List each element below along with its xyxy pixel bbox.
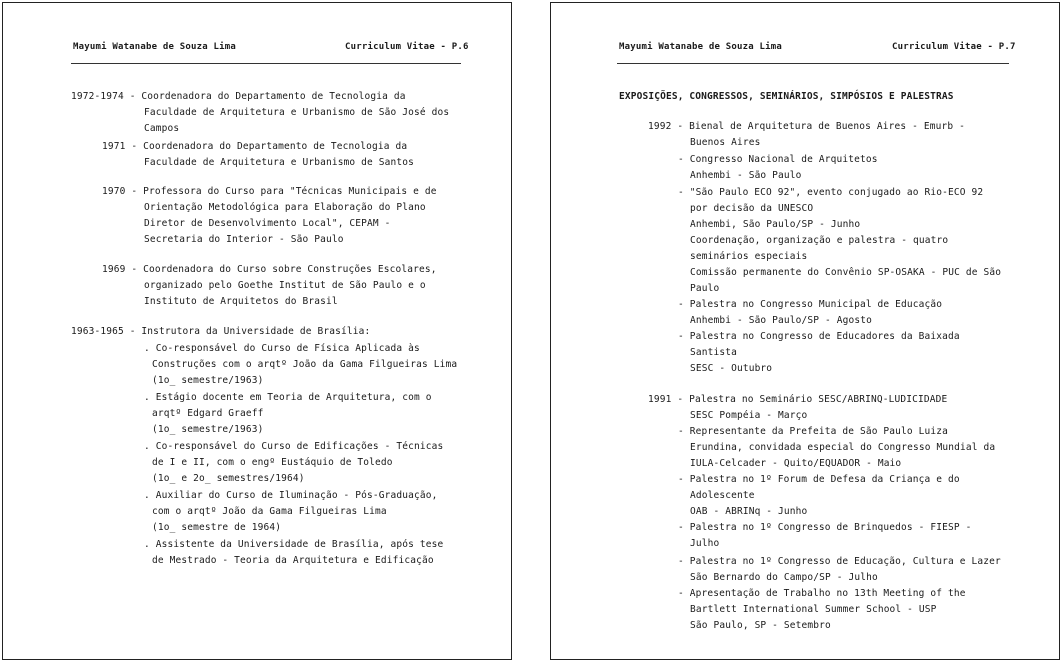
cv-line: Coordenação, organização e palestra - quatro	[690, 235, 949, 246]
cv-line: Erundina, convidada especial do Congresso Mundial da	[690, 442, 996, 453]
section-heading: EXPOSIÇÕES, CONGRESSOS, SEMINÁRIOS, SIMPÓSIOS E PALESTRAS	[619, 91, 954, 102]
cv-line: Adolescente	[690, 490, 755, 501]
cv-line: com o arqtº João da Gama Filgueiras Lima	[152, 506, 387, 517]
cv-line: (1o_ semestre/1963)	[152, 424, 264, 435]
cv-line: seminários especiais	[690, 251, 808, 262]
author-name: Mayumi Watanabe de Souza Lima	[73, 42, 236, 52]
cv-line: . Assistente da Universidade de Brasília, após tese	[144, 539, 444, 550]
cv-line: Construções com o arqtº João da Gama Filgueiras Lima	[152, 359, 458, 370]
cv-line: São Bernardo do Campo/SP - Julho	[690, 572, 878, 583]
cv-line: - "São Paulo ECO 92", evento conjugado ao Rio-ECO 92	[678, 187, 984, 198]
cv-line: (1o_ semestre/1963)	[152, 375, 264, 386]
cv-page-6	[2, 2, 512, 660]
cv-line: - Palestra no 1º Congresso de Educação, Cultura e Lazer	[678, 556, 1001, 567]
cv-line: . Estágio docente em Teoria de Arquitetura, com o	[144, 392, 432, 403]
header-divider	[617, 63, 1009, 64]
cv-line: 1991 - Palestra no Seminário SESC/ABRINQ-LUDICIDADE	[648, 394, 948, 405]
cv-line: Julho	[690, 538, 720, 549]
cv-line: Orientação Metodológica para Elaboração do Plano	[144, 202, 426, 213]
cv-line: Buenos Aires	[690, 137, 761, 148]
cv-line: Diretor de Desenvolvimento Local", CEPAM -	[144, 218, 391, 229]
header-divider	[71, 63, 461, 64]
page-title: Curriculum Vitae - P.6	[345, 42, 469, 52]
cv-line: de Mestrado - Teoria da Arquitetura e Edificação	[152, 555, 434, 566]
cv-line: de I e II, com o engº Eustáquio de Toledo	[152, 457, 393, 468]
cv-line: arqtº Edgard Graeff	[152, 408, 264, 419]
cv-line: Campos	[144, 123, 180, 134]
cv-line: 1972-1974 - Coordenadora do Departamento de Tecnologia da	[71, 91, 406, 102]
cv-line: . Co-responsável do Curso de Física Aplicada às	[144, 343, 420, 354]
cv-line: 1992 - Bienal de Arquitetura de Buenos Aires - Emurb -	[648, 121, 965, 132]
cv-line: SESC Pompéia - Março	[690, 410, 808, 421]
cv-line: Faculdade de Arquitetura e Urbanismo de Santos	[144, 157, 414, 168]
cv-line: Anhembi, São Paulo/SP - Junho	[690, 219, 861, 230]
cv-line: IULA-Celcader - Quito/EQUADOR - Maio	[690, 458, 902, 469]
cv-line: Anhembi - São Paulo	[690, 170, 802, 181]
cv-line: - Congresso Nacional de Arquitetos	[678, 154, 878, 165]
cv-line: Comissão permanente do Convênio SP-OSAKA - PUC de São	[690, 267, 1002, 278]
cv-page-7	[550, 2, 1060, 660]
cv-line: organizado pelo Goethe Institut de São Paulo e o	[144, 280, 426, 291]
cv-line: Paulo	[690, 283, 720, 294]
cv-line: - Apresentação de Trabalho no 13th Meeting of the	[678, 588, 966, 599]
cv-line: - Palestra no 1º Congresso de Brinquedos - FIESP -	[678, 522, 972, 533]
cv-line: OAB - ABRINq - Junho	[690, 506, 808, 517]
cv-line: (1o_ semestre de 1964)	[152, 522, 282, 533]
page-title: Curriculum Vitae - P.7	[892, 42, 1016, 52]
cv-line: SESC - Outubro	[690, 363, 773, 374]
cv-line: Bartlett International Summer School - USP	[690, 604, 937, 615]
cv-line: Anhembi - São Paulo/SP - Agosto	[690, 315, 872, 326]
cv-line: Instituto de Arquitetos do Brasil	[144, 296, 338, 307]
author-name: Mayumi Watanabe de Souza Lima	[619, 42, 782, 52]
cv-line: Secretaria do Interior - São Paulo	[144, 234, 344, 245]
cv-line: 1970 - Professora do Curso para "Técnicas Municipais e de	[102, 186, 437, 197]
cv-line: 1969 - Coordenadora do Curso sobre Construções Escolares,	[102, 264, 437, 275]
cv-line: - Palestra no Congresso Municipal de Educação	[678, 299, 943, 310]
cv-line: . Auxiliar do Curso de Iluminação - Pós-Graduação,	[144, 490, 438, 501]
cv-line: Santista	[690, 347, 737, 358]
cv-line: por decisão da UNESCO	[690, 203, 814, 214]
cv-line: Faculdade de Arquitetura e Urbanismo de São José dos	[144, 107, 450, 118]
cv-line: 1963-1965 - Instrutora da Universidade de Brasília:	[71, 326, 371, 337]
cv-line: - Representante da Prefeita de São Paulo Luiza	[678, 426, 948, 437]
cv-line: - Palestra no Congresso de Educadores da Baixada	[678, 331, 960, 342]
cv-line: 1971 - Coordenadora do Departamento de Tecnologia da	[102, 141, 408, 152]
cv-line: - Palestra no 1º Forum de Defesa da Criança e do	[678, 474, 960, 485]
cv-line: . Co-responsável do Curso de Edificações - Técnicas	[144, 441, 444, 452]
cv-line: São Paulo, SP - Setembro	[690, 620, 831, 631]
cv-line: (1o_ e 2o_ semestres/1964)	[152, 473, 305, 484]
